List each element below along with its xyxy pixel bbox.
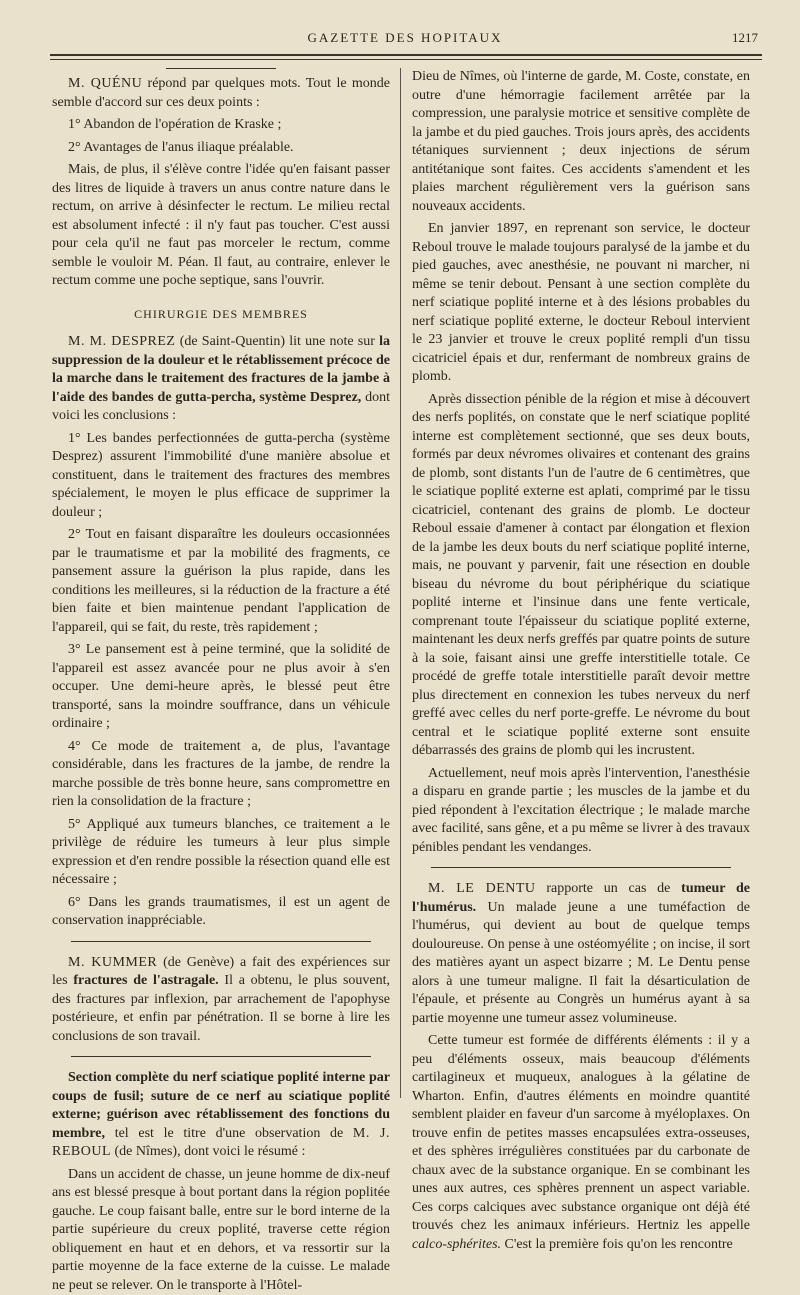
column-top-rule (166, 68, 276, 69)
paragraph: 5° Appliqué aux tumeurs blanches, ce traitement a le privilège de réduire les tumeurs à leur plus simple expression et d'en rendre possible la résection quand elle est nécessaire ; (52, 816, 390, 890)
paragraph: Mais, de plus, il s'élève contre l'idée qu'en faisant passer des litres de liquide à travers un anus contre nature dans le rectum, on arrive à désinfecter le rectum. Le milieu rectal est absolument infecté : il n'y faut pas toucher. C'est aussi pour cela qu'il ne faut pas morceler le rectum, comme semble le vouloir M. Péan. Il faut, au contraire, enlever le rectum comme une poche septique, sans l'ouvrir. (52, 161, 390, 291)
page-header (50, 30, 760, 50)
paragraph: 2° Avantages de l'anus iliaque préalable. (52, 139, 390, 158)
running-title: GAZETTE DES HOPITAUX (50, 30, 760, 46)
paragraph: Cette tumeur est formée de différents éléments : il y a peu d'éléments osseux, mais beaucoup d'éléments cartilagineux et muqueux, analogues à la gélatine de Wharton. Enfin, d'autres éléments en moindre quantité semblent plaider en faveur d'un sarcome à myéloplaxes. On trouve enfin de petites masses encapsulées extra-osseuses, et des sphères irrégulières constituées par du carbonate de chaux avec de la substance organique. En se combinant les unes aux autres, ces sphères prennent un aspect variable. Ces corps calciques avec substance organique ont déjà été trouvés chez les animaux inférieurs. Hertniz les appelle calco-sphérites. C'est la première fois qu'on les rencontre (412, 1032, 750, 1254)
paragraph-reboul-title: Section complète du nerf sciatique poplité interne par coups de fusil; suture de ce nerf au sciatique poplité externe; guérison avec rétablissement des fonctions du membre, tel est le titre d'une observation de M. J. REBOUL (de Nîmes), dont voici le résumé : (52, 1069, 390, 1162)
paragraph: Dans un accident de chasse, un jeune homme de dix-neuf ans est blessé presque à bout portant dans la région poplitée gauche. Le coup faisant balle, entre sur le bord interne de la partie supérieure du creux poplité, traverse cette région obliquement en haut et en dehors, et va ressortir sur la partie moyenne de la face externe de la cuisse. Le malade ne peut se relever. On le transporte à l'Hôtel- (52, 1166, 390, 1295)
paragraph: 2° Tout en faisant disparaître les douleurs occasionnées par le traumatisme et par la mobilité des fragments, ce pansement assure la guérison la plus rapide, dans les conditions les meilleures, si la réduction de la fracture a été bien faite et bien maintenue pendant l'application de l'appareil, qui se fait, du reste, très rapidement ; (52, 526, 390, 637)
column-divider (400, 68, 401, 1098)
paragraph: 1° Les bandes perfectionnées de gutta-percha (système Desprez) assurent l'immobilité d'une manière absolue et constituent, dans le traitement des fractures des membres spécialement, le moyen le plus efficace de supprimer la douleur ; (52, 430, 390, 523)
speaker-name: M. KUMMER (68, 955, 157, 970)
paragraph: Actuellement, neuf mois après l'intervention, l'anesthésie a disparu en grande partie ; les muscles de la jambe et du pied répondent à l'excitation électrique ; le malade marche avec facilité, sans gêne, et a pu même se livrer à des travaux pénibles pendant les vendanges. (412, 765, 750, 858)
header-rule-thick (50, 54, 762, 56)
paragraph: 4° Ce mode de traitement a, de plus, l'avantage considérable, dans les fractures de la jambe, de rendre la marche possible de très bonne heure, sans compromettre en rien la consolidation de la fracture ; (52, 738, 390, 812)
speaker-name: M. J. REBOUL (52, 1126, 390, 1160)
speaker-name: M. QUÉNU (68, 76, 142, 91)
paragraph: 1° Abandon de l'opération de Kraske ; (52, 116, 390, 135)
paragraph: En janvier 1897, en reprenant son service, le docteur Reboul trouve le malade toujours paralysé de la jambe et du pied gauches, avec anesthésie, ne pouvant ni marcher, ni même se tenir debout. Pensant à une section complète du nerf sciatique poplité interne et à des lésions probables du nerf sciatique poplité externe, le docteur Reboul intervient le 23 janvier et trouve le creux poplité rempli d'un tissu cicatriciel épais et dur, renfermant de nombreux grains de plomb. (412, 220, 750, 387)
paragraph: Après dissection pénible de la région et mise à découvert des nerfs poplités, on constate que le nerf sciatique poplité interne est complètement sectionné, que ses deux bouts, formés par deux névromes olivaires et contenant des grains de plomb, sont distants l'un de l'autre de 6 centimètres, que le sciatique poplité externe est aplati, comprimé par le tissu cicatriciel, contenant des grains de plomb. Le docteur Reboul essaie d'amener à contact par élongation et flexion de la jambe les deux bouts du nerf sciatique poplité interne, mais, ne pouvant y parvenir, fait une résection en double biseau du névrome du bout périphérique du sciatique poplité interne et l'insinue dans une fente verticale, comprenant toute l'épaisseur du sciatique poplité externe, maintenant les deux nerfs greffés par quatre points de suture à la soie, faisant ainsi une greffe interstitielle totale. Ce procédé de greffe totale interstitielle paraît devoir mettre plus directement en connexion les tubes nerveux du nerf greffé avec celles du nerf porte-greffe. Le névrome du bout central et le sciatique poplité externe sont ensuite débarrassés des grains de plomb qui les incrustent. (412, 391, 750, 761)
paragraph-kummer: M. KUMMER (de Genève) a fait des expériences sur les fractures de l'astragale. Il a obtenu, le plus souvent, des fractures par inflexion, par arrachement de l'apophyse postérieure, et enfin par pénétration. Il se borne à lire les conclusions de son travail. (52, 954, 390, 1047)
paragraph: Dieu de Nîmes, où l'interne de garde, M. Coste, constate, en outre d'une hémorragie facilement arrêtée par la compression, une paralysie motrice et sensitive complète de la jambe et du pied gauches. Trois jours après, des accidents tétaniques surviennent ; deux injections de sérum antitétanique sont faites. Ces accidents s'amendent et les plaies marchent régulièrement vers la guérison sans nouveaux accidents. (412, 68, 750, 216)
speaker-name: M. LE DENTU (428, 881, 536, 896)
header-rule-thin (50, 59, 762, 60)
paragraph-desprez: M. M. DESPREZ (de Saint-Quentin) lit une note sur la suppression de la douleur et le rétablissement précoce de la marche dans le traitement des fractures de la jambe à l'aide des bandes de gutta-percha, système Desprez, dont voici les conclusions : (52, 333, 390, 426)
paragraph: 6° Dans les grands traumatismes, il est un agent de conservation inappréciable. (52, 894, 390, 931)
paragraph: 3° Le pansement est à peine terminé, que la solidité de l'appareil est assez avancée pour ne plus avoir à s'en occuper. Une demi-heure après, le blessé peut être transporté, sans la moindre souffrance, dans un véhicule ordinaire ; (52, 641, 390, 734)
speaker-name: M. M. DESPREZ (68, 334, 175, 349)
section-separator (431, 867, 731, 868)
right-column (412, 68, 750, 1098)
page-number: 1217 (732, 30, 758, 46)
left-column (52, 68, 390, 1098)
section-separator (71, 1056, 371, 1057)
paragraph-le-dentu: M. LE DENTU rapporte un cas de tumeur de l'humérus. Un malade jeune a une tuméfaction de l'humérus, qui devient au bout de quelque temps douloureuse. On pense à une ostéomyélite ; on incise, il sort des matières ayant un aspect bizarre ; M. Le Dentu pense alors à une tumeur maligne. Il fait la désarticulation de l'épaule, et présente au Congrès un humérus ayant à sa partie moyenne une tumeur assez volumineuse. (412, 880, 750, 1028)
paragraph-quenu: M. QUÉNU répond par quelques mots. Tout le monde semble d'accord sur ces deux points : (52, 75, 390, 112)
section-heading: CHIRURGIE DES MEMBRES (52, 305, 390, 324)
section-separator (71, 941, 371, 942)
